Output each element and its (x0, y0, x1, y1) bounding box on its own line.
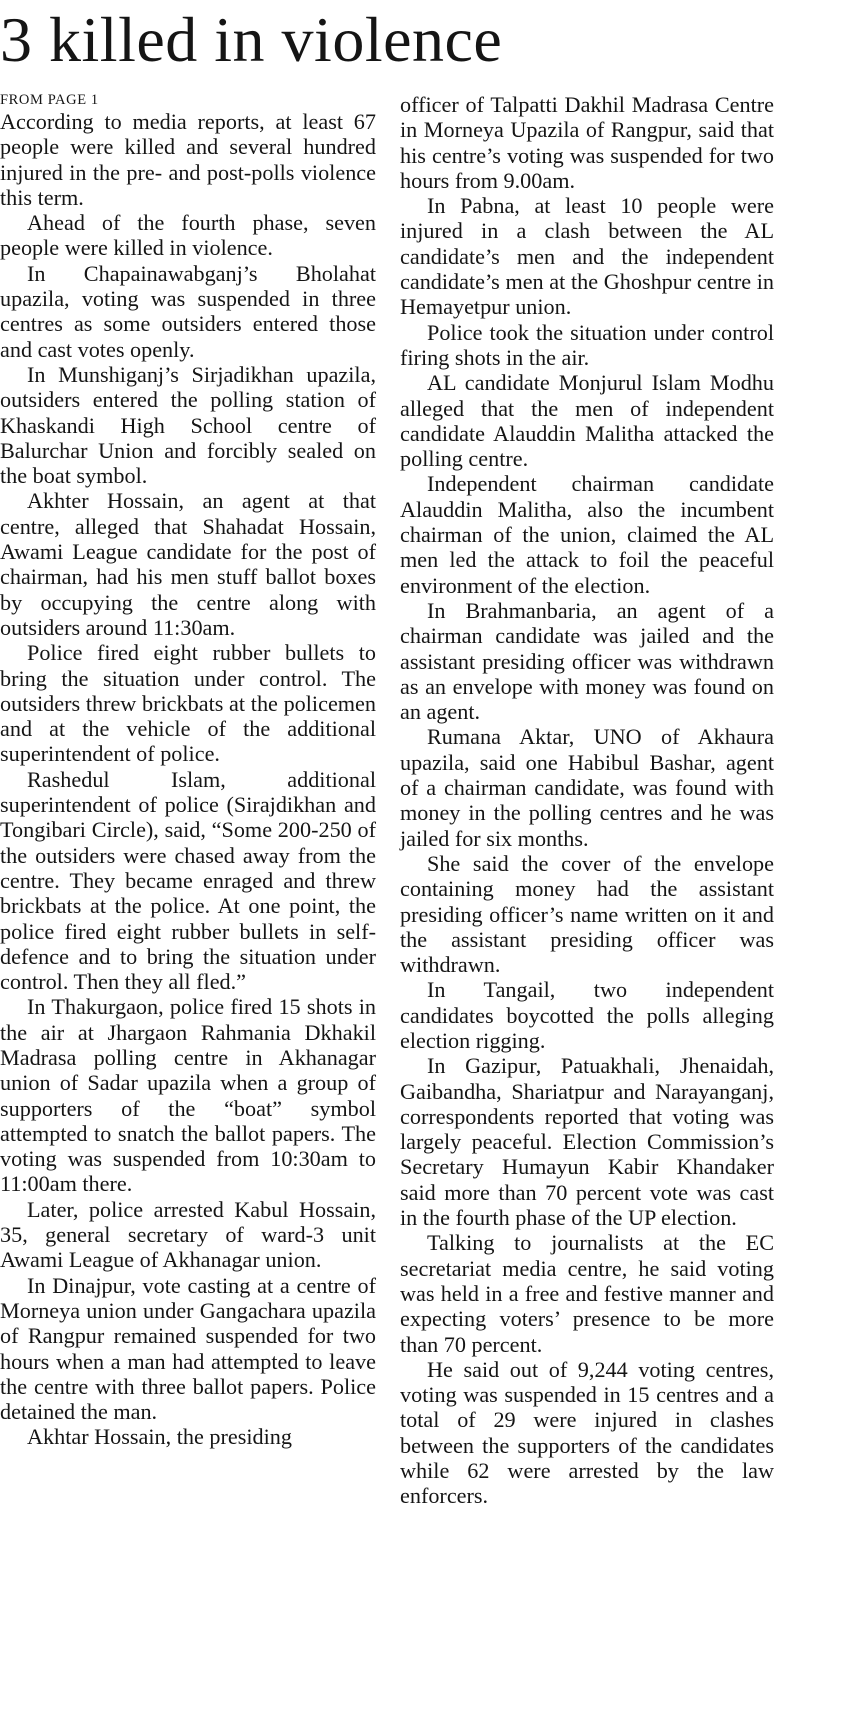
paragraph: Police fired eight rubber bullets to bring the situation under control. The outsiders threw brickbats at the policemen and at the vehicle of the additional superintendent of police. (0, 640, 376, 767)
article-column-right (400, 92, 774, 1509)
paragraph: Police took the situation under control firing shots in the air. (400, 319, 774, 370)
paragraph: In Brahmanbaria, an agent of a chairman candidate was jailed and the assistant presiding officer was withdrawn as an envelope with money was found on an agent. (400, 597, 774, 725)
paragraph: According to media reports, at least 67 people were killed and several hundred injured in the pre- and post-polls violence this term. (0, 109, 376, 210)
continuation-kicker: FROM PAGE 1 (0, 92, 99, 108)
paragraph: Later, police arrested Kabul Hossain, 35, general secretary of ward-3 unit Awami League of Akhanagar union. (0, 1196, 376, 1273)
paragraph: Akhter Hossain, an agent at that centre, alleged that Shahadat Hossain, Awami League candidate for the post of chairman, had his men stuff ballot boxes by occupying the centre along with outsiders around 11:30am. (0, 488, 376, 640)
paragraph: In Munshiganj’s Sirjadikhan upazila, outsiders entered the polling station of Khaskandi High School centre of Balurchar Union and forcibly sealed on the boat symbol. (0, 361, 376, 489)
paragraph: In Chapainawabganj’s Bholahat upazila, voting was suspended in three centres as some outsiders entered those and cast votes openly. (0, 260, 376, 362)
paragraph: AL candidate Monjurul Islam Modhu alleged that the men of independent candidate Alauddin Malitha attacked the polling centre. (400, 370, 774, 472)
paragraph: Ahead of the fourth phase, seven people were killed in violence. (0, 210, 376, 261)
paragraph: In Dinajpur, vote casting at a centre of Morneya union under Gangachara upazila of Rangpur remained suspended for two hours when a man had attempted to leave the centre with three ballot papers. Police detained the man. (0, 1272, 376, 1425)
paragraph: He said out of 9,244 voting centres, voting was suspended in 15 centres and a total of 29 were injured in clashes between the supporters of the candidates while 62 were arrested by the law enforcers. (400, 1356, 774, 1509)
paragraph: Akhtar Hossain, the presiding (27, 1424, 292, 1450)
paragraph: In Pabna, at least 10 people were injured in a clash between the AL candidate’s men and the independent candidate’s men at the Ghoshpur centre in Hemayetpur union. (400, 193, 774, 320)
article-column-left (0, 92, 376, 1450)
paragraph: In Gazipur, Patuakhali, Jhenaidah, Gaibandha, Shariatpur and Narayanganj, correspondents reported that voting was largely peaceful. Election Commission’s Secretary Humayun Kabir Khandaker said more than 70 percent vote was cast in the fourth phase of the UP election. (400, 1053, 774, 1231)
paragraph: Independent chairman candidate Alauddin Malitha, also the incumbent chairman of the union, claimed the AL men led the attack to foil the peaceful environment of the election. (400, 471, 774, 598)
article-headline: 3 killed in violence (0, 4, 503, 75)
paragraph: Rashedul Islam, additional superintendent of police (Sirajdikhan and Tongibari Circle), said, “Some 200-250 of the outsiders were chased away from the centre. They became enraged and threw brickbats at the police. At one point, the police fired eight rubber bullets in self-defence and to bring the situation under control. Then they all fled.” (0, 766, 376, 995)
paragraph: In Tangail, two independent candidates boycotted the polls alleging election rigging. (400, 977, 774, 1053)
paragraph: officer of Talpatti Dakhil Madrasa Centre in Morneya Upazila of Rangpur, said that his centre’s voting was suspended for two hours from 9.00am. (400, 92, 774, 193)
paragraph: Talking to journalists at the EC secretariat media centre, he said voting was held in a free and festive manner and expecting voters’ presence to be more than 70 percent. (400, 1230, 774, 1357)
paragraph: She said the cover of the envelope containing money had the assistant presiding officer’s name written on it and the assistant presiding officer was withdrawn. (400, 850, 774, 978)
paragraph: Rumana Aktar, UNO of Akhaura upazila, said one Habibul Bashar, agent of a chairman candidate, was found with money in the polling centres and he was jailed for six months. (400, 724, 774, 851)
paragraph: In Thakurgaon, police fired 15 shots in the air at Jhargaon Rahmania Dkhakil Madrasa polling centre in Akhanagar union of Sadar upazila when a group of supporters of the “boat” symbol attempted to snatch the ballot papers. The voting was suspended from 10:30am to 11:00am there. (0, 994, 376, 1197)
